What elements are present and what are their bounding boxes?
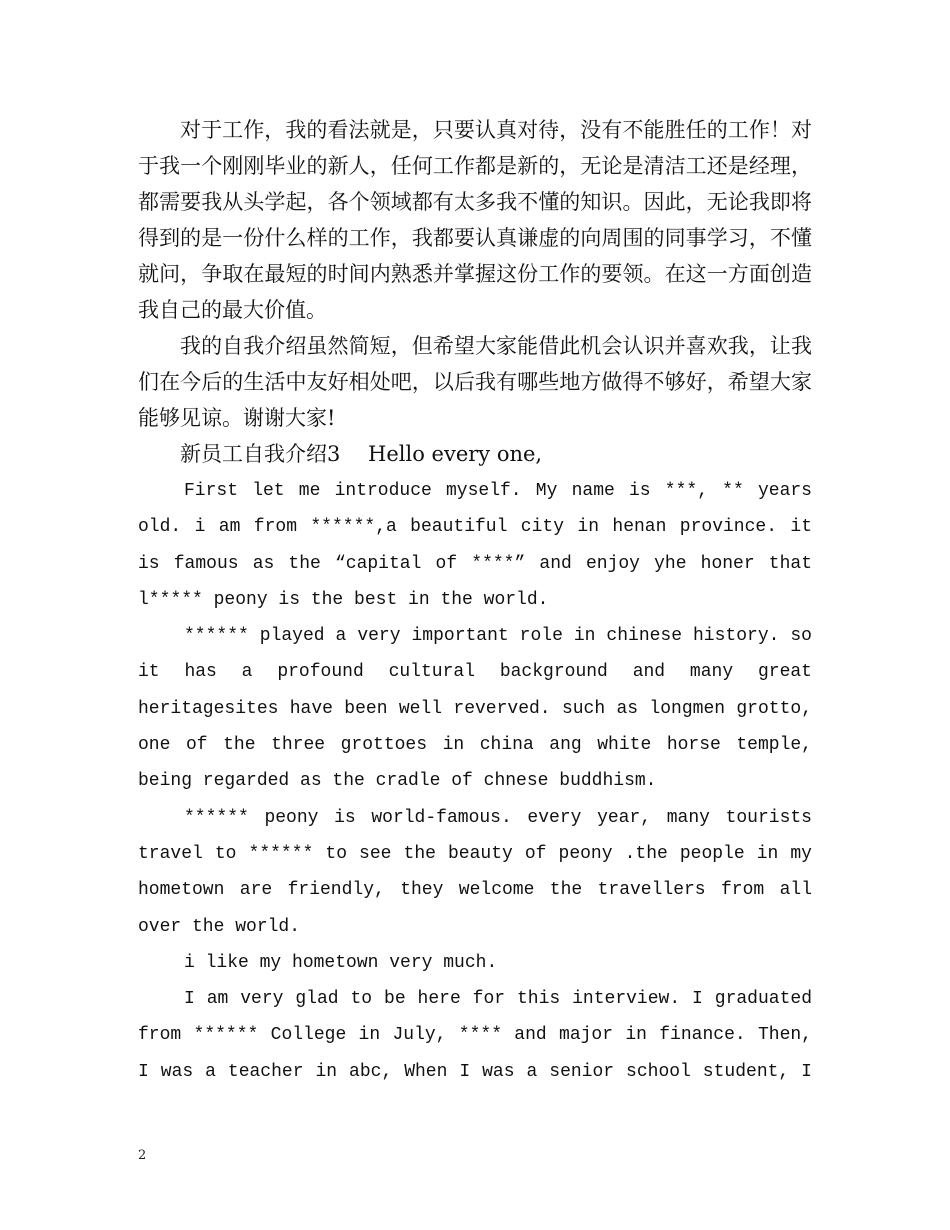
paragraph-introduction: First let me introduce myself. My name is ***, ** years old. i am from ******,a beautiful city in henan province. it is famous as the “capital of ****” and enjoy yhe honer that l***** peony is the best in the world. [138, 481, 812, 610]
paragraph-closing-remarks: 我的自我介绍虽然简短，但希望大家能借此机会认识并喜欢我，让我们在今后的生活中友好相处吧，以后我有哪些地方做得不够好，希望大家能够见谅。谢谢大家! [138, 334, 812, 430]
section-heading: 新员工自我介绍3 Hello every one, [180, 442, 543, 466]
paragraph-work-attitude: 对于工作，我的看法就是，只要认真对待，没有不能胜任的工作！对于我一个刚刚毕业的新人，任何工作都是新的，无论是清洁工还是经理，都需要我从头学起，各个领域都有太多我不懂的知识。因此，无论我即将得到的是一份什么样的工作，我都要认真谦虚的向周围的同事学习，不懂就问，争取在最短的时间内熟悉并掌握这份工作的要领。在这一方面创造我自己的最大价值。 [138, 118, 812, 322]
paragraph-hometown: i like my hometown very much. [184, 952, 498, 973]
page-number: 2 [138, 1148, 147, 1163]
paragraph-peony: ****** peony is world-famous. every year, many tourists travel to ****** to see the beauty of peony .the people in my hometown are friendly, they welcome the travellers from all over the world. [138, 807, 812, 937]
paragraph-interview: I am very glad to be here for this interview. I graduated from ****** College in July, **** and major in finance. Then, I was a teacher in abc, When I was a senior school student, I [138, 989, 812, 1082]
document-body [138, 112, 812, 1090]
paragraph-history: ****** played a very important role in chinese history. so it has a profound cultural background and many great heritagesites have been well reverved. such as longmen grotto, one of the three grottoes in china ang white horse temple, being regarded as the cradle of chnese buddhism. [138, 626, 812, 792]
